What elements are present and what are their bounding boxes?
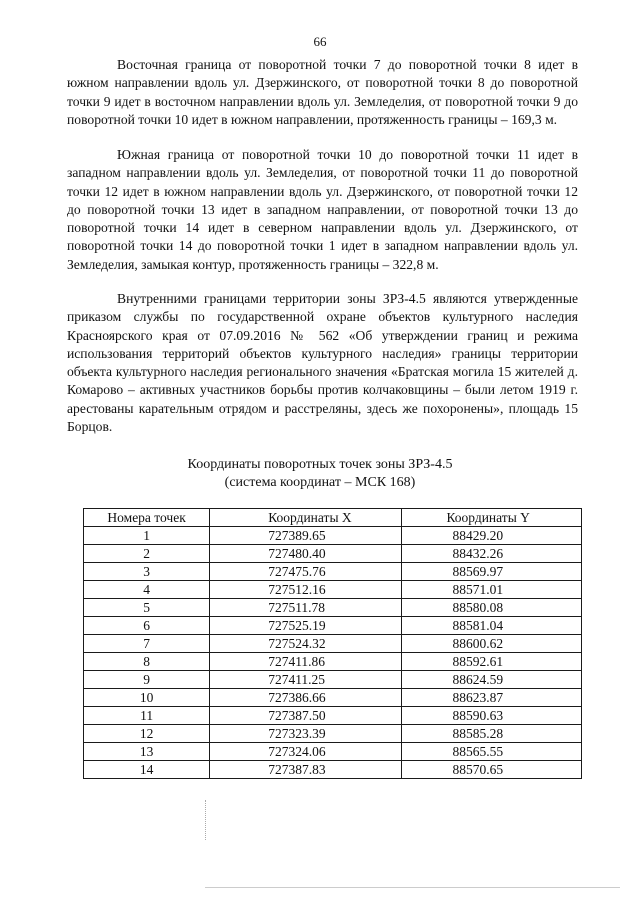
cell-coordinate-y: 88600.62 bbox=[402, 635, 582, 653]
cell-coordinate-x: 727323.39 bbox=[210, 725, 402, 743]
table-row bbox=[84, 617, 582, 635]
table-row bbox=[84, 527, 582, 545]
cell-point-number: 9 bbox=[84, 671, 210, 689]
table-body bbox=[84, 527, 582, 779]
header-point-number: Номера точек bbox=[84, 509, 210, 527]
table-row bbox=[84, 581, 582, 599]
coordinates-table bbox=[83, 508, 582, 779]
table-header-row bbox=[84, 509, 582, 527]
cell-point-number: 13 bbox=[84, 743, 210, 761]
scan-artifact-mark bbox=[205, 800, 207, 840]
table-row bbox=[84, 689, 582, 707]
header-coordinate-y: Координаты Y bbox=[402, 509, 582, 527]
cell-point-number: 5 bbox=[84, 599, 210, 617]
table-row bbox=[84, 707, 582, 725]
page-number: 66 bbox=[313, 34, 327, 49]
cell-coordinate-x: 727511.78 bbox=[210, 599, 402, 617]
table-row bbox=[84, 743, 582, 761]
cell-coordinate-y: 88590.63 bbox=[402, 707, 582, 725]
cell-point-number: 4 bbox=[84, 581, 210, 599]
cell-point-number: 7 bbox=[84, 635, 210, 653]
table-row bbox=[84, 545, 582, 563]
scan-artifact-line bbox=[205, 887, 620, 888]
cell-coordinate-y: 88570.65 bbox=[402, 761, 582, 779]
cell-coordinate-y: 88585.28 bbox=[402, 725, 582, 743]
paragraph-southern-boundary: Южная граница от поворотной точки 10 до поворотной точки 11 идет в западном направлении вдоль ул. Земледелия, от поворотной точки 11 до поворотной точки 12 идет в южном направлении вдоль ул. Дзержинского, от поворотной точки 12 до поворотной точки 13 идет в западном направлении, от поворотной точки 13 до поворотной точки 14 идет в северном направлении вдоль ул. Дзержинского, от поворотной точки 14 до поворотной точки 1 идет в западном направлении вдоль ул. Земледелия, замыкая контур, протяженность границы – 322,8 м. bbox=[67, 147, 578, 272]
cell-coordinate-x: 727475.76 bbox=[210, 563, 402, 581]
cell-coordinate-x: 727411.25 bbox=[210, 671, 402, 689]
cell-point-number: 3 bbox=[84, 563, 210, 581]
table-caption-title: Координаты поворотных точек зоны ЗРЗ-4.5 bbox=[187, 457, 453, 472]
cell-point-number: 10 bbox=[84, 689, 210, 707]
table-row bbox=[84, 761, 582, 779]
cell-point-number: 1 bbox=[84, 527, 210, 545]
header-coordinate-x: Координаты X bbox=[210, 509, 402, 527]
table-row bbox=[84, 635, 582, 653]
cell-coordinate-y: 88432.26 bbox=[402, 545, 582, 563]
cell-coordinate-x: 727411.86 bbox=[210, 653, 402, 671]
cell-point-number: 6 bbox=[84, 617, 210, 635]
cell-coordinate-y: 88565.55 bbox=[402, 743, 582, 761]
cell-coordinate-x: 727324.06 bbox=[210, 743, 402, 761]
cell-coordinate-y: 88592.61 bbox=[402, 653, 582, 671]
cell-coordinate-y: 88580.08 bbox=[402, 599, 582, 617]
cell-point-number: 8 bbox=[84, 653, 210, 671]
cell-coordinate-x: 727525.19 bbox=[210, 617, 402, 635]
cell-coordinate-y: 88569.97 bbox=[402, 563, 582, 581]
cell-coordinate-y: 88581.04 bbox=[402, 617, 582, 635]
cell-coordinate-x: 727387.83 bbox=[210, 761, 402, 779]
table-row bbox=[84, 671, 582, 689]
cell-point-number: 11 bbox=[84, 707, 210, 725]
cell-coordinate-x: 727386.66 bbox=[210, 689, 402, 707]
cell-coordinate-x: 727524.32 bbox=[210, 635, 402, 653]
table-row bbox=[84, 563, 582, 581]
cell-point-number: 12 bbox=[84, 725, 210, 743]
cell-coordinate-x: 727387.50 bbox=[210, 707, 402, 725]
table-row bbox=[84, 653, 582, 671]
cell-coordinate-x: 727389.65 bbox=[210, 527, 402, 545]
cell-coordinate-y: 88429.20 bbox=[402, 527, 582, 545]
cell-coordinate-x: 727512.16 bbox=[210, 581, 402, 599]
paragraph-inner-boundaries: Внутренними границами территории зоны ЗРЗ-4.5 являются утвержденные приказом службы по государственной охране объектов культурного наследия Красноярского края от 07.09.2016 № 562 «Об утверждении границ и режима использования территорий объектов культурного наследия» границы территории объекта культурного наследия регионального значения «Братская могила 15 жителей д. Комарово – активных участников борьбы против колчаковщины – были летом 1919 г. арестованы карательным отрядом и расстреляны, здесь же похоронены», площадь 15 Борцов. bbox=[67, 291, 578, 435]
table-row bbox=[84, 725, 582, 743]
cell-point-number: 2 bbox=[84, 545, 210, 563]
table-caption-subtitle: (система координат – МСК 168) bbox=[224, 475, 416, 490]
table-row bbox=[84, 599, 582, 617]
cell-coordinate-y: 88623.87 bbox=[402, 689, 582, 707]
cell-coordinate-y: 88624.59 bbox=[402, 671, 582, 689]
cell-point-number: 14 bbox=[84, 761, 210, 779]
table-caption bbox=[0, 456, 640, 492]
cell-coordinate-y: 88571.01 bbox=[402, 581, 582, 599]
cell-coordinate-x: 727480.40 bbox=[210, 545, 402, 563]
paragraph-eastern-boundary: Восточная граница от поворотной точки 7 до поворотной точки 8 идет в южном направлении вдоль ул. Дзержинского, от поворотной точки 8 до поворотной точки 9 идет в восточном направлении вдоль ул. Земледелия, от поворотной точки 9 до поворотной точки 10 идет в южном направлении, протяженность границы – 169,3 м. bbox=[67, 57, 578, 127]
